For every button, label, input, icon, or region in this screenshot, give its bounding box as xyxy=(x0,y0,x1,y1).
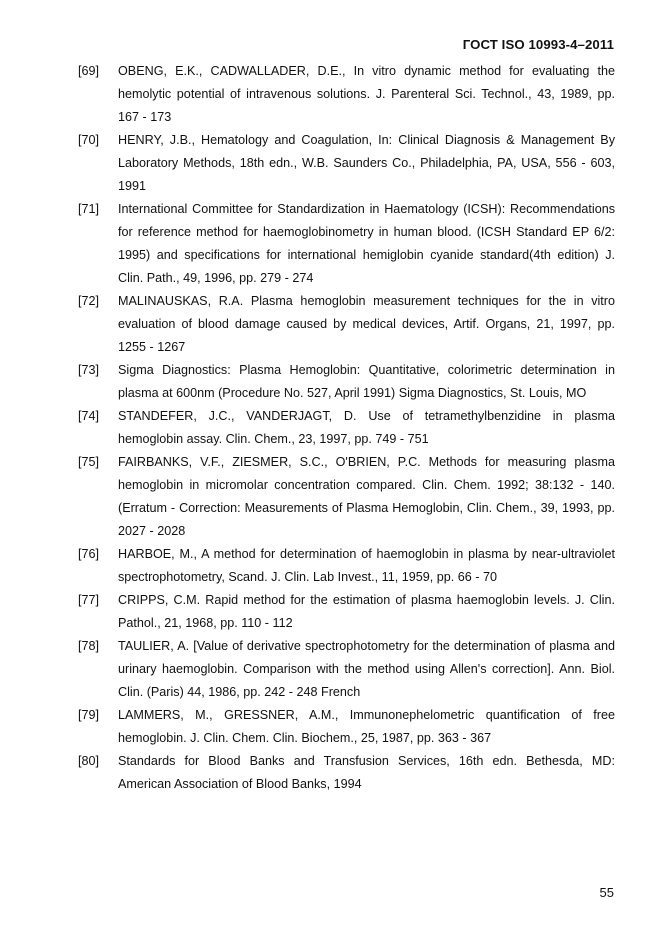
reference-item xyxy=(78,405,615,451)
reference-text: MALINAUSKAS, R.A. Plasma hemoglobin measurement techniques for the in vitro evaluation of blood damage caused by medical devices, Artif. Organs, 21, 1997, pp. 1255 - 1267 xyxy=(118,294,615,354)
reference-number: [76] xyxy=(78,547,100,561)
reference-text: TAULIER, A. [Value of derivative spectrophotometry for the determination of plasma and urinary haemoglobin. Comparison with the method using Allen's correction]. Ann. Biol. Clin. (Paris) 44, 1986, pp. 242 - 248 French xyxy=(118,639,615,699)
reference-text: OBENG, E.K., CADWALLADER, D.E., In vitro dynamic method for evaluating the hemolytic potential of intravenous solutions. J. Parenteral Sci. Technol., 43, 1989, pp. 167 - 173 xyxy=(118,64,615,124)
reference-list xyxy=(78,60,615,796)
reference-number: [73] xyxy=(78,363,100,377)
reference-item xyxy=(78,543,615,589)
reference-number: [70] xyxy=(78,133,100,147)
reference-item xyxy=(78,589,615,635)
reference-number: [80] xyxy=(78,754,100,768)
reference-text: HENRY, J.B., Hematology and Coagulation, In: Clinical Diagnosis & Management By Laboratory Methods, 18th edn., W.B. Saunders Co., Philadelphia, PA, USA, 556 - 603, 1991 xyxy=(118,133,615,193)
reference-text: HARBOE, M., A method for determination of haemoglobin in plasma by near-ultraviolet spectrophotometry, Scand. J. Clin. Lab Invest., 11, 1959, pp. 66 - 70 xyxy=(118,547,615,584)
reference-item xyxy=(78,750,615,796)
reference-text: CRIPPS, C.M. Rapid method for the estimation of plasma haemoglobin levels. J. Clin. Pathol., 21, 1968, pp. 110 - 112 xyxy=(118,593,615,630)
reference-number: [79] xyxy=(78,708,100,722)
reference-item xyxy=(78,198,615,290)
reference-item xyxy=(78,359,615,405)
reference-item xyxy=(78,451,615,543)
reference-number: [77] xyxy=(78,593,100,607)
reference-item xyxy=(78,129,615,198)
reference-item xyxy=(78,635,615,704)
reference-text: FAIRBANKS, V.F., ZIESMER, S.C., O'BRIEN, P.C. Methods for measuring plasma hemoglobin in micromolar concentration compared. Clin. Chem. 1992; 38:132 - 140. (Erratum - Correction: Measurements of Plasma Hemoglobin, Clin. Chem., 39, 1993, pp. 2027 - 2028 xyxy=(118,455,615,538)
reference-text: Standards for Blood Banks and Transfusion Services, 16th edn. Bethesda, MD: American Association of Blood Banks, 1994 xyxy=(118,754,615,791)
reference-number: [78] xyxy=(78,639,100,653)
reference-item xyxy=(78,290,615,359)
reference-number: [75] xyxy=(78,455,100,469)
reference-text: International Committee for Standardization in Haematology (ICSH): Recommendations for reference method for haemoglobinometry in human blood. (ICSH Standard EP 6/2: 1995) and specifications for international hemiglobin cyanide standard(4th edition) J. Clin. Path., 49, 1996, pp. 279 - 274 xyxy=(118,202,615,285)
reference-item xyxy=(78,704,615,750)
reference-number: [74] xyxy=(78,409,100,423)
reference-number: [71] xyxy=(78,202,100,216)
reference-text: LAMMERS, M., GRESSNER, A.M., Immunonephelometric quantification of free hemoglobin. J. Clin. Chem. Clin. Biochem., 25, 1987, pp. 363 - 367 xyxy=(118,708,615,745)
reference-number: [69] xyxy=(78,64,100,78)
standard-header: ГОСТ ISO 10993-4–2011 xyxy=(462,37,614,52)
reference-text: STANDEFER, J.C., VANDERJAGT, D. Use of tetramethylbenzidine in plasma hemoglobin assay. Clin. Chem., 23, 1997, pp. 749 - 751 xyxy=(118,409,615,446)
reference-item xyxy=(78,60,615,129)
reference-number: [72] xyxy=(78,294,100,308)
page-number: 55 xyxy=(599,885,614,900)
reference-text: Sigma Diagnostics: Plasma Hemoglobin: Quantitative, colorimetric determination in plasma at 600nm (Procedure No. 527, April 1991) Sigma Diagnostics, St. Louis, MO xyxy=(118,363,615,400)
